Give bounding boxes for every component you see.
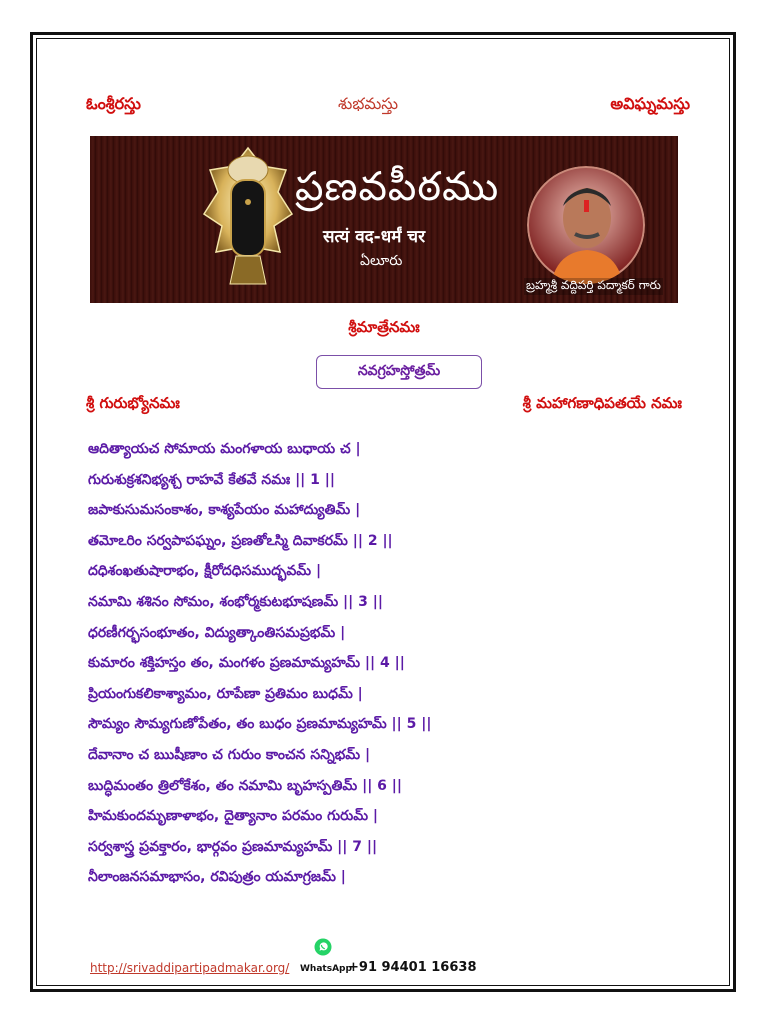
- website-link[interactable]: http://srivaddipartipadmakar.org/: [90, 961, 290, 975]
- whatsapp-icon: [314, 938, 332, 956]
- verse-line: నమామి శశినం సోమం, శంభోర్మకుటభూషణమ్ || 3 ||: [88, 593, 383, 610]
- verse-line: బుద్ధిమంతం త్రిలోకేశం, తం నమామి బృహస్పతిమ్ || 6 ||: [88, 777, 403, 794]
- verse-line: సర్వశాస్త్ర ప్రవక్తారం, భార్గవం ప్రణమామ్యహమ్ || 7 ||: [88, 838, 378, 855]
- verse-line: ఆదిత్యాయచ సోమాయ మంగళాయ బుధాయ చ |: [88, 441, 361, 457]
- verse-line: దధిశంఖతుషారాభం, క్షీరోదధిసముద్భవమ్ |: [88, 563, 322, 580]
- phone-number: +91 94401 16638: [348, 960, 477, 975]
- verse-line: సౌమ్యం సౌమ్యగుణోపేతం, తం బుధం ప్రణమామ్యహమ్ || 5 ||: [88, 716, 432, 733]
- banner-name: బ్రహ్మశ్రీ వద్దిపర్తి పద్మాకర్ గారు: [524, 278, 663, 295]
- verse-line: తమోఽరిం సర్వపాపఘ్నం, ప్రణతోఽస్మి దివాకరమ్ || 2 ||: [88, 532, 393, 549]
- greeting-ganapati: శ్రీ మహాగణాధిపతయే నమః: [522, 394, 682, 412]
- verse-line: ప్రియంగుకలికాశ్యామం, రూపేణా ప్రతిమం బుధమ్ |: [88, 685, 363, 702]
- blessing-center: శుభమస్తు: [338, 94, 399, 113]
- blessing-left: ఓంశ్రీరస్తు: [86, 94, 141, 113]
- blessing-right: అవిఘ్నమస్తు: [610, 94, 690, 113]
- banner-motto: सत्यं वद-धर्मं चर: [323, 227, 426, 247]
- verse-line: దేవానాం చ ఋషీణాం చ గురుం కాంచన సన్నిభమ్ |: [88, 746, 371, 763]
- portrait-avatar: [527, 166, 645, 284]
- banner-place: ఏలూరు: [360, 253, 403, 269]
- verse-line: కుమారం శక్తిహస్తం తం, మంగళం ప్రణమామ్యహమ్ || 4 ||: [88, 655, 405, 672]
- banner-title: ప్రణవపీఠము: [295, 164, 500, 210]
- banner: [90, 136, 678, 303]
- verse-line: గురుశుక్రశనిభ్యశ్చ రాహవే కేతవే నమః || 1 ||: [88, 471, 336, 488]
- verse-list: [88, 434, 432, 893]
- greeting-guru: శ్రీ గురుభ్యోనమః: [86, 394, 180, 412]
- verse-line: ధరణీగర్భసంభూతం, విద్యుత్కాంతిసమప్రభమ్ |: [88, 624, 346, 641]
- verse-line: నీలాంజనసమాభాసం, రవిపుత్రం యమాగ్రజమ్ |: [88, 869, 346, 886]
- salutation-mother: శ్రీమాత్రేనమః: [348, 318, 420, 336]
- verse-line: జపాకుసుమసంకాశం, కాశ్యపేయం మహాద్యుతిమ్ |: [88, 502, 361, 519]
- deity-idol-icon: [200, 144, 296, 294]
- whatsapp-label: WhatsApp: [300, 964, 352, 974]
- stotram-title: నవగ్రహస్తోత్రమ్: [316, 355, 482, 389]
- verse-line: హిమకుందమృణాళాభం, దైత్యానాం పరమం గురుమ్ |: [88, 808, 379, 825]
